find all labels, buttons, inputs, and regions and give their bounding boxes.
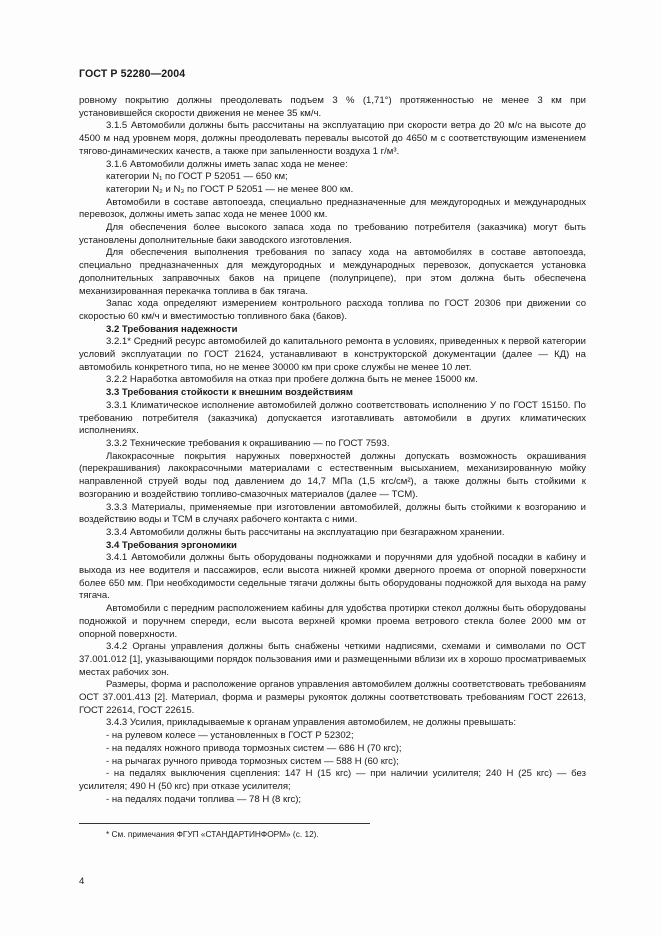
list-item: - на рулевом колесе — установленных в ГОСТ Р 52302; xyxy=(106,730,354,742)
paragraph: Запас хода определяют измерением контрольного расхода топлива по ГОСТ 20306 при движении со скоростью 60 км/ч и вместимостью топливного бака (баков). xyxy=(79,298,586,322)
paragraph: 3.1.6 Автомобили должны иметь запас хода не менее: xyxy=(106,158,348,170)
list-item: - на педалях ножного привода тормозных систем — 686 Н (70 кгс); xyxy=(106,742,402,754)
paragraph: 3.4.1 Автомобили должны быть оборудованы подножками и поручнями для удобной посадки в кабину и выхода из нее водителя и пассажиров, если высота нижней кромки дверного проема от опорной поверхности более 650 мм. При необходимости седельные тягачи должны быть оборудованы подножкой для выхода на раму тягача. xyxy=(79,552,586,602)
list-item: категории N₁ по ГОСТ Р 52051 — 650 км; xyxy=(106,171,288,183)
paragraph: 3.3.3 Материалы, применяемые при изготовлении автомобилей, должны быть стойкими к возгоранию и воздействию воды и ТСМ в случаях рабочего контакта с ними. xyxy=(79,501,586,526)
paragraph: 3.4.3 Усилия, прикладываемые к органам управления автомобилем, не должны превышать: xyxy=(106,717,517,729)
section-heading: 3.2 Требования надежности xyxy=(106,323,238,335)
list-item: категории N₂ и N₃ по ГОСТ Р 52051 — не менее 800 км. xyxy=(106,183,354,195)
paragraph: ровному покрытию должны преодолевать подъем 3 % (1,71°) протяженностью не менее 3 км при установившейся скорости движения не менее 35 км/ч. xyxy=(79,95,586,119)
section-heading: 3.4 Требования эргономики xyxy=(106,539,237,551)
paragraph: Для обеспечения более высокого запаса хода по требованию потребителя (заказчика) могут быть установлены дополнительные баки заводского изготовления. xyxy=(79,222,586,246)
document-body xyxy=(79,95,586,806)
list-item: - на педалях подачи топлива — 78 Н (8 кгс); xyxy=(106,793,302,805)
footnote: * См. примечания ФГУП «СТАНДАРТИНФОРМ» (с. 12). xyxy=(106,829,319,839)
paragraph: 3.2.1* Средний ресурс автомобилей до капитального ремонта в условиях, приведенных к первой категории условий эксплуатации по ГОСТ 21624, устанавливают в конструкторской документации (далее — КД) на автомобиль конкретного типа, но не менее 30000 км при сроке службы не менее 10 лет. xyxy=(79,336,586,373)
list-item: - на рычагах ручного привода тормозных систем — 588 Н (60 кгс); xyxy=(106,755,399,767)
paragraph: Для обеспечения выполнения требования по запасу хода на автомобилях в составе автопоезда, специально предназначенных для междугородных и международных перевозок, допускается установка дополнительных заправочных баков на прицепе (полуприцепе), при этом должна быть обеспечена механизированная перекачка топлива в бак тягача. xyxy=(79,247,586,297)
list-item: - на педалях выключения сцепления: 147 Н (15 кгс) — при наличии усилителя; 240 Н (25 кгс) — без усилителя; 490 Н (50 кгс) при отказе усилителя; xyxy=(79,768,586,792)
paragraph: 3.1.5 Автомобили должны быть рассчитаны на эксплуатацию при скорости ветра до 20 м/с на высоте до 4500 м над уровнем моря, должны преодолевать перевалы высотой до 4650 м с соответствующим изменением тягово-динамических качеств, а также при запыленности воздуха 1 г/м³. xyxy=(79,120,586,157)
document-header: ГОСТ Р 52280—2004 xyxy=(79,68,186,80)
paragraph: Лакокрасочные покрытия наружных поверхностей должны допускать возможность окрашивания (перекрашивания) лакокрасочными материалами с естественным высыханием, механизированную мойку направленной струей воды под давлением до 14,7 МПа (1,5 кгс/см²), а также должны быть стойкими к возгоранию и воздействию топливо-смазочных материалов (далее — ТСМ). xyxy=(79,450,586,500)
paragraph: Автомобили с передним расположением кабины для удобства протирки стекол должны быть оборудованы подножкой и поручнем спереди, если высота верхней кромки проема ветрового стекла более 2000 мм от опорной поверхности. xyxy=(79,603,586,640)
paragraph: 3.3.1 Климатическое исполнение автомобилей должно соответствовать исполнению У по ГОСТ 15150. По требованию потребителя (заказчика) допускается изготавливать автомобили в других климатических исполнениях. xyxy=(79,399,586,437)
paragraph: 3.3.4 Автомобили должны быть рассчитаны на эксплуатацию при безгаражном хранении. xyxy=(106,526,505,538)
paragraph: 3.4.2 Органы управления должны быть снабжены четкими надписями, схемами и символами по ОСТ 37.001.012 [1], указывающими порядок пользования ими и размещенными вблизи их в хорошо просматриваемых местах рабочих зон. xyxy=(79,641,586,678)
paragraph: Автомобили в составе автопоезда, специально предназначенные для междугородных и международных перевозок, должны иметь запас хода не менее 1000 км. xyxy=(79,196,586,221)
paragraph: 3.3.2 Технические требования к окрашиванию — по ГОСТ 7593. xyxy=(106,437,390,449)
paragraph: 3.2.2 Наработка автомобиля на отказ при пробеге должна быть не менее 15000 км. xyxy=(106,374,478,386)
paragraph: Размеры, форма и расположение органов управления автомобилем должны соответствовать требованиям ОСТ 37.001.413 [2]. Материал, форма и размеры рукояток должны соответствовать требованиям ГОСТ 22613, ГОСТ 22614, ГОСТ 22615. xyxy=(79,679,586,716)
footnote-divider xyxy=(79,823,370,824)
section-heading: 3.3 Требования стойкости к внешним воздействиям xyxy=(106,387,353,399)
page-number: 4 xyxy=(79,876,85,887)
